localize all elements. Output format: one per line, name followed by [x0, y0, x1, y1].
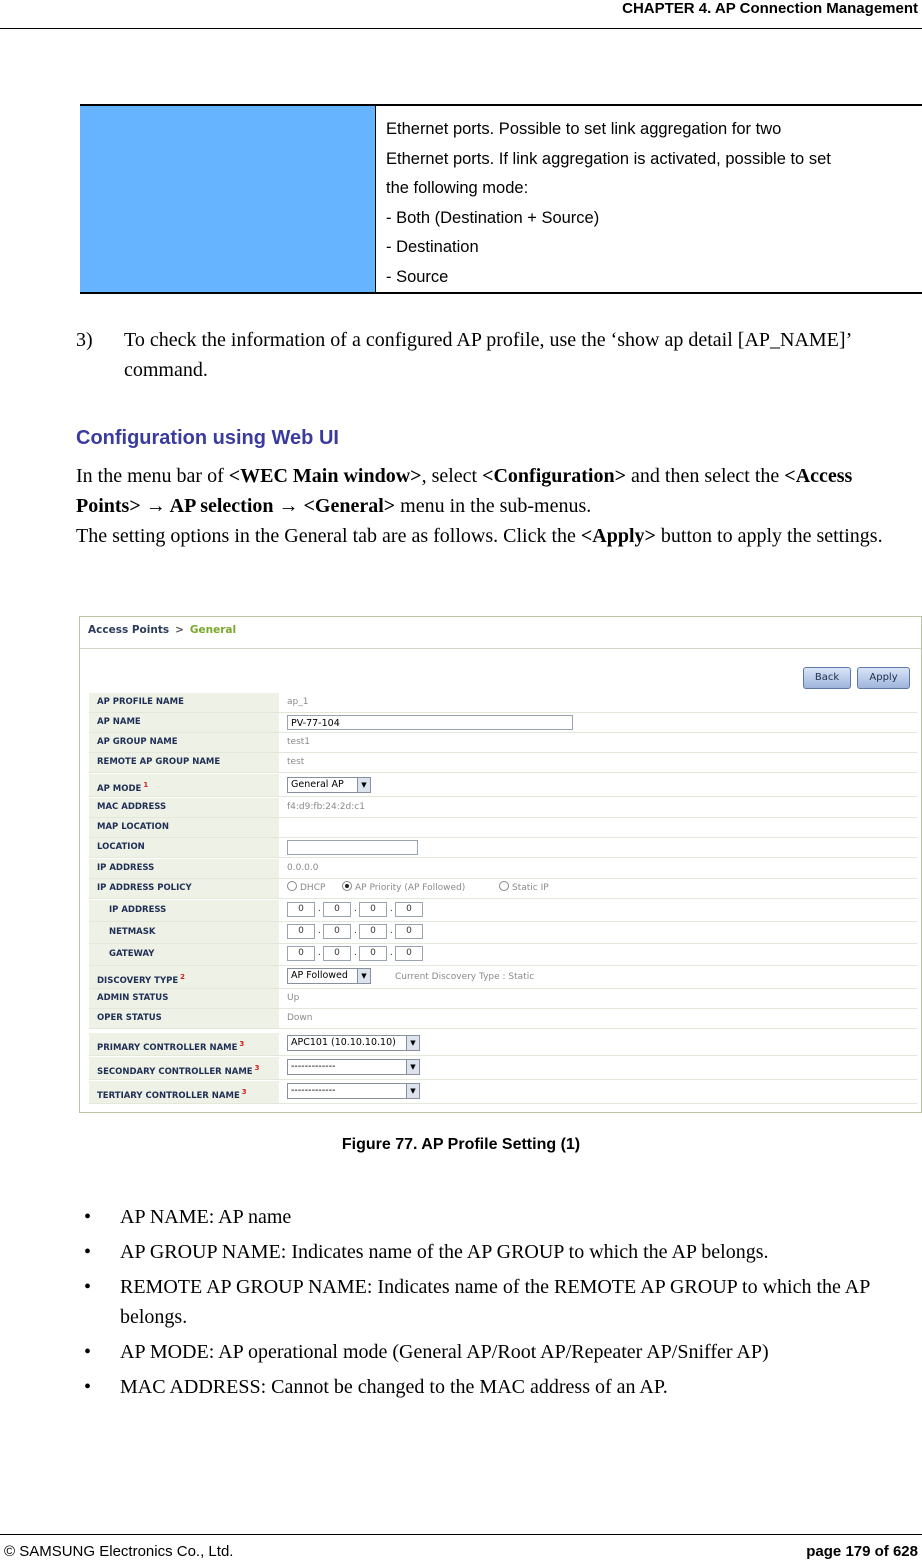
- label-text: PRIMARY CONTROLLER NAME: [97, 1042, 238, 1053]
- list-item-text: MAC ADDRESS: Cannot be changed to the MAC address of an AP.: [120, 1376, 668, 1398]
- field-label: MAP LOCATION: [89, 818, 279, 837]
- octet-dot: .: [318, 904, 321, 914]
- table-line: Ethernet ports. Possible to set link aggregation for two: [386, 120, 782, 138]
- field-row-primary-controller: [89, 1033, 917, 1056]
- breadcrumb-parent[interactable]: Access Points: [88, 624, 170, 636]
- field-value: ap_1: [287, 697, 309, 707]
- field-label: IP ADDRESS POLICY: [89, 879, 279, 898]
- octet-dot: .: [318, 948, 321, 958]
- select-value: General AP: [291, 779, 344, 790]
- back-button[interactable]: Back: [803, 667, 851, 689]
- label-text: DISCOVERY TYPE: [97, 975, 179, 986]
- field-row-map-location: [89, 818, 917, 838]
- octet-dot: .: [390, 948, 393, 958]
- breadcrumb-current: General: [189, 624, 237, 636]
- instruction-paragraph: [76, 461, 916, 521]
- footnote-marker: 3: [254, 1064, 260, 1072]
- text-run: menu in the sub-menus.: [395, 495, 592, 517]
- field-row-profile-name: [89, 693, 917, 713]
- radio-static-ip[interactable]: [499, 879, 549, 898]
- section-heading: Configuration using Web UI: [76, 427, 339, 449]
- ap-mode-select[interactable]: [287, 777, 371, 793]
- bullet-list: [76, 1202, 918, 1407]
- field-row-mac: [89, 798, 917, 818]
- bullet-icon: •: [84, 1376, 92, 1398]
- chevron-down-icon: ▼: [357, 969, 370, 983]
- select-value: AP Followed: [291, 970, 348, 981]
- radio-label: DHCP: [300, 883, 326, 893]
- instruction-paragraph: [76, 521, 916, 551]
- select-value: -------------: [291, 1061, 336, 1072]
- field-label: GATEWAY: [89, 944, 279, 965]
- page-footer: [0, 1534, 922, 1566]
- field-label: [89, 966, 279, 988]
- parameter-table: [80, 104, 922, 294]
- bullet-icon: •: [84, 1241, 92, 1263]
- footnote-marker: 1: [143, 781, 149, 789]
- tertiary-controller-select[interactable]: [287, 1083, 420, 1099]
- web-ui-screenshot: [79, 616, 922, 1113]
- ip-octet-input[interactable]: 0: [287, 902, 315, 917]
- field-row-ip-address: [89, 859, 917, 879]
- field-label: [89, 1033, 279, 1055]
- field-value: f4:d9:fb:24:2d:c1: [287, 802, 365, 812]
- field-value: test1: [287, 737, 311, 747]
- gateway-octet-input[interactable]: 0: [323, 946, 351, 961]
- primary-controller-select[interactable]: [287, 1035, 420, 1051]
- field-label: OPER STATUS: [89, 1009, 279, 1028]
- field-row-remote-group: [89, 753, 917, 773]
- step-text: To check the information of a configured AP profile, use the ‘show ap detail [AP_NAME]’ command.: [124, 329, 851, 381]
- radio-icon: [499, 881, 509, 891]
- chapter-title: CHAPTER 4. AP Connection Management: [622, 0, 918, 17]
- chevron-down-icon: ▼: [357, 778, 370, 792]
- list-item: [76, 1202, 918, 1232]
- text-run-bold: <Apply>: [580, 525, 656, 547]
- select-value: -------------: [291, 1085, 336, 1096]
- octet-dot: .: [390, 926, 393, 936]
- footnote-marker: 3: [241, 1088, 247, 1096]
- field-label: IP ADDRESS: [89, 900, 279, 921]
- field-row-ap-mode: [89, 774, 917, 797]
- discovery-type-select[interactable]: [287, 968, 371, 984]
- field-label: ADMIN STATUS: [89, 989, 279, 1008]
- chevron-down-icon: ▼: [406, 1036, 419, 1050]
- field-row-group-name: [89, 733, 917, 753]
- text-run-bold: <Configuration>: [482, 465, 627, 487]
- section-body: [76, 461, 916, 551]
- field-row-tertiary-controller: [89, 1081, 917, 1104]
- label-text: SECONDARY CONTROLLER NAME: [97, 1066, 253, 1077]
- octet-dot: .: [354, 948, 357, 958]
- text-run-bold: <WEC Main window>: [228, 465, 422, 487]
- current-discovery-type: Current Discovery Type : Static: [395, 972, 535, 982]
- octet-dot: .: [354, 926, 357, 936]
- page-number: page 179 of 628: [806, 1543, 918, 1560]
- field-label: AP PROFILE NAME: [89, 693, 279, 712]
- table-line: Ethernet ports. If link aggregation is activated, possible to set: [386, 149, 831, 168]
- step-number: 3): [76, 329, 93, 351]
- table-line: - Source: [386, 267, 449, 286]
- field-label: [89, 1081, 279, 1103]
- octet-dot: .: [354, 904, 357, 914]
- select-value: APC101 (10.10.10.10): [291, 1037, 396, 1048]
- gateway-octet-input[interactable]: 0: [287, 946, 315, 961]
- field-value: test: [287, 757, 305, 767]
- list-item: [76, 1237, 918, 1267]
- radio-selected-icon: [342, 881, 352, 891]
- field-value: Down: [287, 1013, 313, 1023]
- field-row-discovery: [89, 966, 917, 989]
- field-row-gateway: [89, 944, 917, 966]
- octet-dot: .: [390, 904, 393, 914]
- radio-icon: [287, 881, 297, 891]
- table-label-cell: [80, 106, 376, 292]
- field-row-location: [89, 838, 917, 858]
- apply-button[interactable]: Apply: [857, 667, 910, 689]
- bullet-icon: •: [84, 1341, 92, 1363]
- field-row-sub-ip: [89, 900, 917, 922]
- list-item-text: REMOTE AP GROUP NAME: Indicates name of the REMOTE AP GROUP to which the AP belongs.: [120, 1276, 870, 1328]
- list-item-text: AP GROUP NAME: Indicates name of the AP GROUP to which the AP belongs.: [120, 1241, 769, 1263]
- chevron-down-icon: ▼: [406, 1060, 419, 1074]
- copyright: © SAMSUNG Electronics Co., Ltd.: [4, 1543, 234, 1560]
- table-line: - Both (Destination + Source): [386, 208, 600, 227]
- netmask-octet-input[interactable]: 0: [359, 924, 387, 939]
- text-run: In the menu bar of: [76, 465, 229, 487]
- list-item: [76, 1372, 918, 1402]
- page-header: [0, 0, 922, 29]
- list-item-text: AP NAME: AP name: [120, 1206, 292, 1228]
- netmask-octet-input[interactable]: 0: [287, 924, 315, 939]
- list-item: [76, 1337, 918, 1367]
- ap-name-input[interactable]: PV-77-104: [287, 715, 573, 730]
- field-row-secondary-controller: [89, 1057, 917, 1080]
- field-label: LOCATION: [89, 838, 279, 857]
- label-text: AP MODE: [97, 783, 142, 794]
- field-label: [89, 774, 279, 796]
- field-label: AP GROUP NAME: [89, 733, 279, 752]
- field-row-oper: [89, 1009, 917, 1029]
- location-input[interactable]: [287, 840, 418, 855]
- field-row-netmask: [89, 922, 917, 944]
- list-item-text: AP MODE: AP operational mode (General AP/Root AP/Repeater AP/Sniffer AP): [120, 1341, 769, 1363]
- radio-label: Static IP: [512, 883, 549, 893]
- list-item: [76, 1272, 918, 1332]
- table-line: the following mode:: [386, 179, 529, 197]
- footnote-marker: 3: [239, 1040, 245, 1048]
- breadcrumb-separator: >: [175, 624, 184, 636]
- divider: [80, 648, 921, 649]
- ip-octet-input[interactable]: 0: [359, 902, 387, 917]
- ip-octet-input[interactable]: 0: [323, 902, 351, 917]
- field-row-ip-policy: [89, 879, 917, 899]
- field-label: [89, 1057, 279, 1079]
- text-run: button to apply the settings.: [655, 525, 883, 547]
- footnote-marker: 2: [180, 973, 186, 981]
- field-row-ap-name: [89, 713, 917, 733]
- gateway-octet-input[interactable]: 0: [359, 946, 387, 961]
- field-label: REMOTE AP GROUP NAME: [89, 753, 279, 772]
- field-value: 0.0.0.0: [287, 863, 319, 873]
- netmask-octet-input[interactable]: 0: [323, 924, 351, 939]
- breadcrumb: [88, 624, 236, 636]
- table-description-cell: [376, 106, 922, 292]
- ip-octet-input[interactable]: 0: [395, 902, 423, 917]
- bullet-icon: •: [84, 1206, 92, 1228]
- netmask-octet-input[interactable]: 0: [395, 924, 423, 939]
- field-label: IP ADDRESS: [89, 859, 279, 878]
- field-row-admin: [89, 989, 917, 1009]
- label-text: TERTIARY CONTROLLER NAME: [97, 1090, 240, 1101]
- chevron-down-icon: ▼: [406, 1084, 419, 1098]
- text-run: and then select the: [626, 465, 785, 487]
- octet-dot: .: [318, 926, 321, 936]
- text-run: , select: [421, 465, 483, 487]
- radio-dhcp[interactable]: [287, 879, 325, 898]
- secondary-controller-select[interactable]: [287, 1059, 420, 1075]
- text-run-bold: <Access Points> → AP selection → <General>: [76, 465, 853, 517]
- bullet-icon: •: [84, 1276, 92, 1298]
- gateway-octet-input[interactable]: 0: [395, 946, 423, 961]
- figure-caption: Figure 77. AP Profile Setting (1): [341, 1136, 581, 1153]
- field-label: NETMASK: [89, 922, 279, 943]
- field-label: AP NAME: [89, 713, 279, 732]
- table-line: - Destination: [386, 238, 479, 256]
- field-value: Up: [287, 993, 300, 1003]
- field-label: MAC ADDRESS: [89, 798, 279, 817]
- radio-label: AP Priority (AP Followed): [355, 883, 466, 893]
- radio-ap-priority[interactable]: [342, 879, 465, 898]
- text-run: The setting options in the General tab are as follows. Click the: [76, 525, 581, 547]
